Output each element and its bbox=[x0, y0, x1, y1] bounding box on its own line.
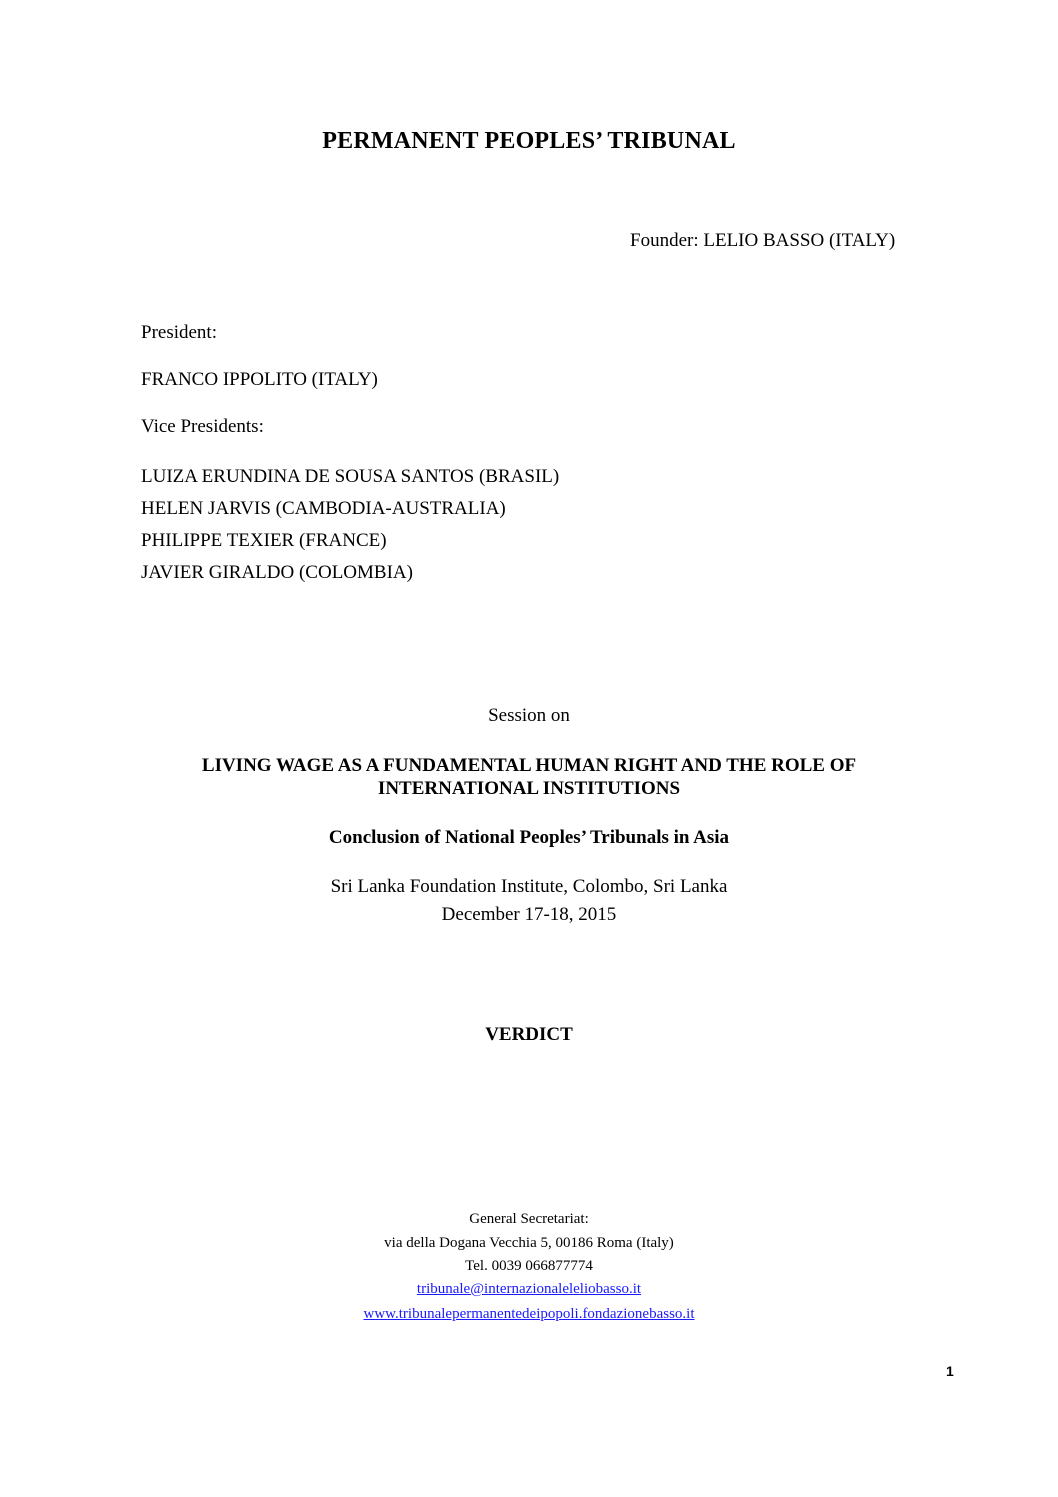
session-on-label: Session on bbox=[488, 705, 570, 726]
secretariat-label: General Secretariat: bbox=[469, 1211, 589, 1227]
vice-presidents-label: Vice Presidents: bbox=[141, 416, 264, 437]
secretariat-address: via della Dogana Vecchia 5, 00186 Roma (Italy) bbox=[384, 1235, 674, 1251]
website-link[interactable]: www.tribunalepermanentedeipopoli.fondazionebasso.it bbox=[363, 1306, 695, 1322]
vice-president-item: JAVIER GIRALDO (COLOMBIA) bbox=[141, 562, 413, 583]
vice-president-item: LUIZA ERUNDINA DE SOUSA SANTOS (BRASIL) bbox=[141, 466, 560, 487]
secretariat-website-row bbox=[0, 1306, 1058, 1323]
vice-president-item: HELEN JARVIS (CAMBODIA-AUSTRALIA) bbox=[141, 498, 506, 519]
secretariat-phone: Tel. 0039 066877774 bbox=[465, 1258, 593, 1274]
document-title: PERMANENT PEOPLES’ TRIBUNAL bbox=[322, 128, 736, 154]
vice-president-item: PHILIPPE TEXIER (FRANCE) bbox=[141, 530, 387, 551]
vice-presidents-list bbox=[141, 466, 559, 594]
email-link[interactable]: tribunale@internazionaleleliobasso.it bbox=[416, 1281, 642, 1297]
secretariat-email-row bbox=[0, 1281, 1058, 1298]
president-name: FRANCO IPPOLITO (ITALY) bbox=[141, 369, 378, 390]
session-title: LIVING WAGE AS A FUNDAMENTAL HUMAN RIGHT AND THE ROLE OF INTERNATIONAL INSTITUTIONS bbox=[201, 755, 857, 799]
founder-line: Founder: LELIO BASSO (ITALY) bbox=[630, 230, 896, 251]
president-label: President: bbox=[141, 322, 217, 343]
venue-line: Sri Lanka Foundation Institute, Colombo, Sri Lanka bbox=[330, 876, 728, 897]
conclusion-subtitle: Conclusion of National Peoples’ Tribunals in Asia bbox=[328, 827, 730, 848]
dates-line: December 17-18, 2015 bbox=[441, 904, 617, 925]
verdict-heading: VERDICT bbox=[485, 1024, 573, 1045]
page-number: 1 bbox=[946, 1363, 954, 1379]
